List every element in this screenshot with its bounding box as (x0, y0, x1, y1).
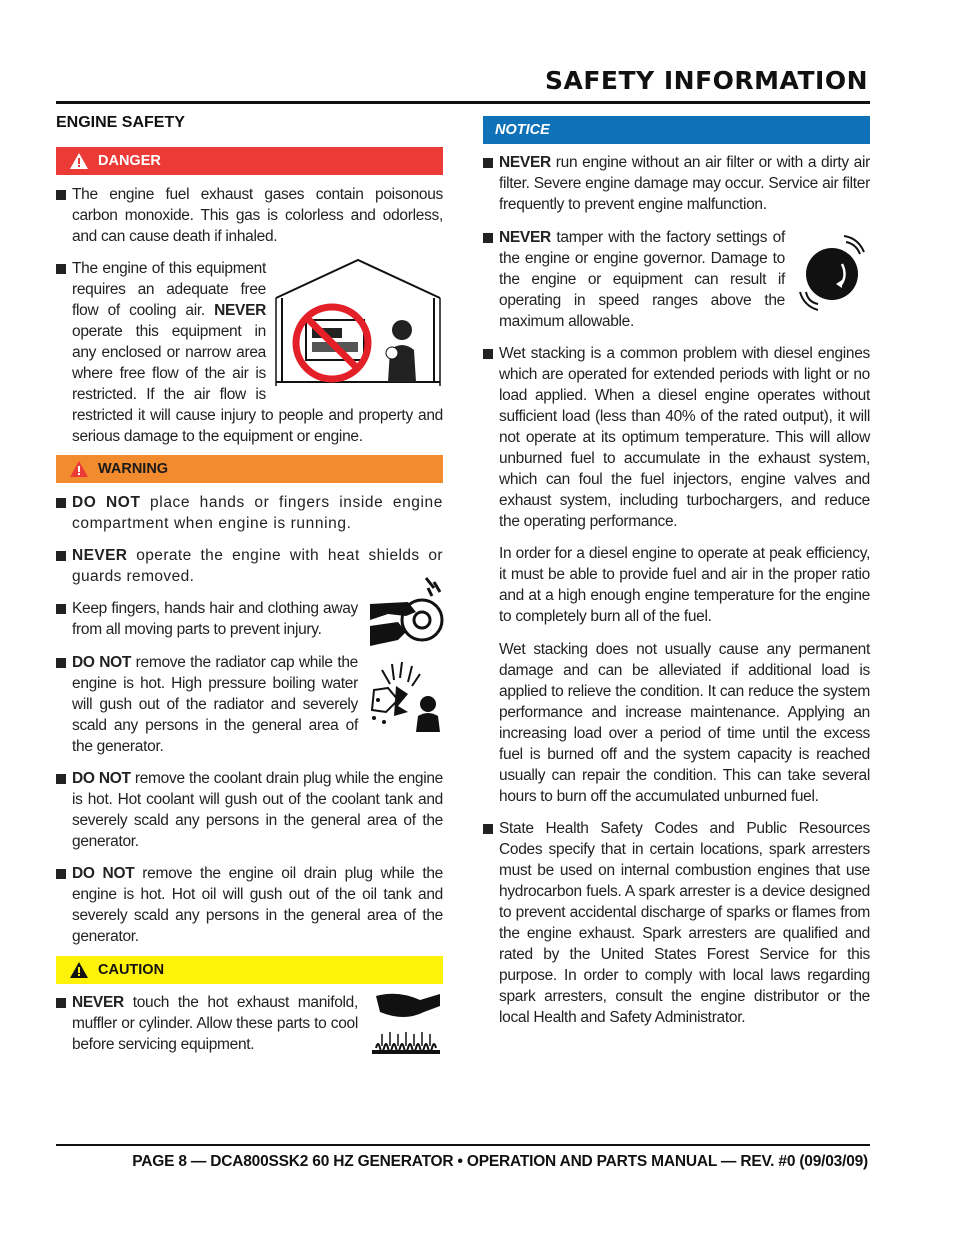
warning-triangle-icon (70, 153, 88, 169)
item-text: operate this equipment in any enclosed or narrow area where free flow of the air is restricted. If the air flow is restricted it will cause injury to people and property and serious damage to the equipment or engine. (72, 323, 443, 445)
item-text: Keep fingers, hands hair and clothing away from all moving parts to prevent injury. (72, 600, 358, 638)
item-text: State Health Safety Codes and Public Resources Codes specify that in certain locations, spark arresters must be used on internal combustion engines that use hydrocarbon fuels. A spark arrester is a device designed to prevent accidental discharge of sparks or flames from the engine exhaust. Spark arresters are qualified and rated by the United States Forest Service for this purpose. In order to comply with local laws regarding spark arresters, consult the engine distributor or the local Health and Safety Administrator. (499, 820, 870, 1026)
item-keyword: NEVER (499, 229, 551, 246)
item-text: Wet stacking is a common problem with diesel engines which are operated for extended periods with light or no load applied. When a diesel engine operates without sufficient load (less than 40% of the rated output), it will not operate at its optimum temperature. This will allow unburned fuel to accumulate in the exhaust system, which can foul the fuel injectors, engine valves and exhaust system, including turbochargers, and reduce the operating performance. (499, 345, 870, 530)
item-text: The engine of this equipment requires an adequate free flow of cooling air. (72, 260, 266, 319)
item-text: place hands or fingers inside engine compartment when engine is running. (72, 494, 443, 532)
warning-triangle-icon (70, 461, 88, 477)
list-item (56, 992, 358, 1055)
notice-banner (483, 116, 870, 144)
item-keyword: NEVER (214, 302, 266, 319)
footer-rule (56, 1144, 870, 1146)
hot-coolant-spray-icon (368, 660, 444, 734)
item-text: remove the radiator cap while the engine is hot. High pressure boiling water will gush out of the radiator and severely scald any persons in the general area of the generator. (72, 654, 358, 755)
list-item (483, 227, 785, 332)
notice-label: NOTICE (495, 122, 550, 138)
item-text: remove the coolant drain plug while the engine is hot. Hot coolant will gush out of the coolant tank and severely scald any persons in the general area of the generator. (72, 770, 443, 850)
danger-banner (56, 147, 443, 175)
item-keyword: NEVER (72, 547, 128, 564)
list-item (56, 184, 443, 247)
list-item (56, 492, 443, 534)
item-keyword: DO NOT (72, 654, 132, 671)
list-item (56, 598, 358, 640)
item-keyword: DO NOT (72, 770, 131, 787)
page-title: SAFETY INFORMATION (545, 66, 868, 95)
item-text: run engine without an air filter or with a dirty air filter. Severe engine damage may occur. Service air filter frequently to prevent engine malfunction. (499, 154, 870, 213)
hot-surface-icon (368, 990, 444, 1056)
caution-label: CAUTION (98, 962, 165, 978)
header-rule (56, 101, 870, 104)
item-text: The engine fuel exhaust gases contain poisonous carbon monoxide. This gas is colorless and odorless, and can cause death if inhaled. (72, 186, 443, 245)
warning-banner (56, 455, 443, 483)
page-footer: PAGE 8 — DCA800SSK2 60 HZ GENERATOR • OPERATION AND PARTS MANUAL — REV. #0 (09/03/09) (132, 1153, 868, 1170)
list-item (56, 652, 358, 757)
no-enclosed-area-icon (272, 258, 444, 390)
section-title: ENGINE SAFETY (56, 114, 185, 131)
warning-triangle-icon (70, 962, 88, 978)
list-item (56, 863, 443, 947)
warning-label: WARNING (98, 461, 169, 477)
governor-dial-icon (796, 230, 872, 314)
moving-parts-icon (368, 574, 444, 650)
item-text: tamper with the factory settings of the engine or engine governor. Damage to the engine or equipment can result if operating in speed ranges above the maximum allowable. (499, 229, 785, 330)
list-item (483, 152, 870, 215)
paragraph: In order for a diesel engine to operate at peak efficiency, it must be able to provide fuel and air in the proper ratio and at a high enough engine temperature for the engine to completely burn all of the fuel. (499, 545, 870, 625)
item-text: operate the engine with heat shields or guards removed. (72, 547, 443, 585)
item-text: remove the engine oil drain plug while the engine is hot. Hot oil will gush out of the oil tank and severely scald any persons in the general area of the generator. (72, 865, 443, 945)
item-keyword: DO NOT (72, 494, 141, 511)
list-item (56, 768, 443, 852)
list-item (483, 818, 870, 1028)
item-keyword: NEVER (72, 994, 124, 1011)
item-keyword: DO NOT (72, 865, 135, 882)
item-text: touch the hot exhaust manifold, muffler or cylinder. Allow these parts to cool before servicing equipment. (72, 994, 358, 1053)
danger-label: DANGER (98, 153, 161, 169)
paragraph: Wet stacking does not usually cause any permanent damage and can be alleviated if additional load is applied to relieve the condition. It can reduce the system performance and increase maintenance. Applying an increasing load over a period of time until the excess fuel is burned off and the system capacity is reached usually can repair the condition. This can take several hours to burn off the accumulated unburned fuel. (499, 641, 870, 805)
item-keyword: NEVER (499, 154, 551, 171)
caution-banner (56, 956, 443, 984)
list-item (483, 343, 870, 532)
